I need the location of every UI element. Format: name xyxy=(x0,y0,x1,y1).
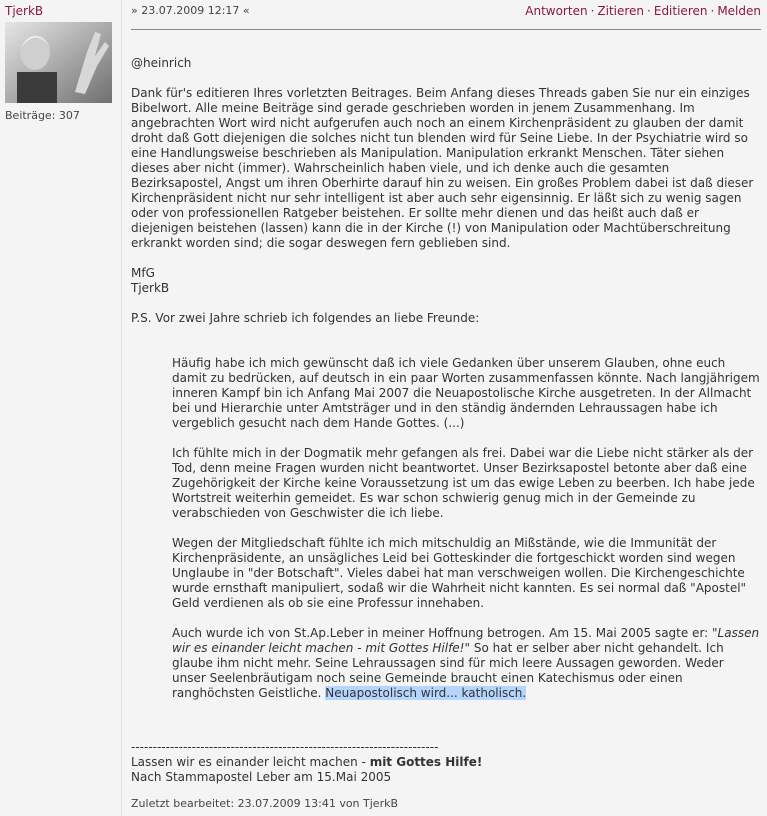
edit-link[interactable]: Editieren xyxy=(653,4,708,18)
signature-motto-bold: mit Gottes Hilfe! xyxy=(369,755,483,769)
signature-rule: ----------------------------------------------------------------------- xyxy=(131,740,439,754)
signature-source: Nach Stammapostel Leber am 15.Mai 2005 xyxy=(131,770,392,784)
signature-motto-text: Lassen wir es einander leicht machen - xyxy=(131,755,370,769)
quote-paragraph: Häufig habe ich mich gewünscht daß ich viele Gedanken über unserem Glauben, ohne euch damit zu bedrücken, auf deutsch in ein paar Worten zusammenfassen könnte. Nach langjährigem inneren Kampf bin ich Anfang Mai 2007 die Neuapostolische Kirche ausgetreten. In der Allmacht bei und Hierarchie unter Amtsträger und in den ständig ändernden Lehraussagen habe ich vergeblich gesucht nach dem Hande Gottes. (...) xyxy=(172,356,760,430)
quote-paragraph: Ich fühlte mich in der Dogmatik mehr gefangen als frei. Dabei war die Liebe nicht stärker als der Tod, denn meine Fragen wurden nicht beantwortet. Unser Bezirksapostel betonte aber daß eine Zugehörigkeit der Kirche keine Voraussetzung ist um das ewige Leben zu beerben. Ich habe jede Wortstreit weiterhin gemeidet. Es war schon schwierig genug mich in der Gemeinde zu verabschieden von Geschwister die ich liebe. xyxy=(172,446,755,520)
action-separator: · xyxy=(590,4,595,18)
post-paragraph: Dank für's editieren Ihres vorletzten Beitrages. Beim Anfang dieses Threads gaben Sie nur ein einziges Bibelwort. Alle meine Beiträge sind gerade geschrieben worden in jenem Zusammenhang. Im angebrachten Wort wird nicht aufgerufen auch noch an einem Kirchenpräsident zu glauben der damit droht daß Gott diejenigen die solches nicht tun blenden wird für Seine Liebe. In der Psychiatrie wird so eine Handlungsweise beschrieben als Manipulation. Manipulation erkrankt Menschen. Täter siehen dieses aber nicht (immer). Wahrscheinlich haben viele, und ich denke auch die gesamten Bezirksapostel, Angst um ihren Oberhirte darauf hin zu weisen. Ein großes Problem dabei ist daß dieser Kirchenpräsident nicht nur sehr intelligent ist aber auch sehr eigensinnig. Er läßt sich zu wenig sagen oder von professionellen Ratgeber beistehen. Er sollte mehr dienen und das heißt auch daß er diejenigen beistehen (lassen) kann die in der Kirche (!) von Manipulation oder Machtüberschreitung erkrankt worden sind; die sogar deswegen fern geblieben sind. xyxy=(131,86,754,250)
action-separator: · xyxy=(710,4,715,18)
post-ps: P.S. Vor zwei Jahre schrieb ich folgendes an liebe Freunde: xyxy=(131,311,480,325)
sidebar-divider xyxy=(121,0,122,816)
post-actions xyxy=(525,4,761,18)
post-greeting: @heinrich xyxy=(131,56,192,70)
post-header xyxy=(131,4,761,20)
reply-link[interactable]: Antworten xyxy=(525,4,588,18)
author-sidebar xyxy=(0,0,120,816)
post-quote-block xyxy=(172,356,760,701)
closing-name: TjerkB xyxy=(131,281,170,295)
signature xyxy=(131,740,759,785)
header-rule xyxy=(131,29,761,30)
quote-link[interactable]: Zitieren xyxy=(597,4,645,18)
quote-text: So hat er selber aber nicht gehandelt. Ich glaube ihm nicht mehr. Seine Lehraussagen sind für mich leere Aussagen geworden. Weder unser Seelenbräutigam noch seine Gemeinde braucht einen Katechismus oder einen ranghöchsten Geistliche. xyxy=(172,641,724,700)
last-edited-note: Zuletzt bearbeitet: 23.07.2009 13:41 von TjerkB xyxy=(131,797,399,810)
quote-italic-text: "Lassen wir es einander leicht machen - mit Gottes Hilfe!" xyxy=(172,626,760,655)
post-closing xyxy=(131,266,759,296)
selected-text[interactable]: Neuapostolisch wird... katholisch. xyxy=(325,686,527,700)
closing-line: MfG xyxy=(131,266,155,280)
author-username-link[interactable]: TjerkB xyxy=(5,4,44,18)
action-separator: · xyxy=(647,4,651,18)
signature-motto xyxy=(131,755,759,770)
author-post-count: Beiträge: 307 xyxy=(5,109,80,122)
quote-text: Auch wurde ich von St.Ap.Leber in meiner Hoffnung betrogen. Am 15. Mai 2005 sagte er: xyxy=(172,626,713,640)
author-avatar[interactable] xyxy=(5,22,112,103)
quote-paragraph xyxy=(172,626,760,701)
avatar-photo-icon xyxy=(5,22,112,103)
report-link[interactable]: Melden xyxy=(717,4,761,18)
quote-paragraph: Wegen der Mitgliedschaft fühlte ich mich mitschuldig an Mißstände, wie die Immunität der Kirchenpräsidente, an unsägliches Leid bei Gotteskinder die fortgeschickt worden sind wegen Unglaube in "der Botschaft". Vieles dabei hat man verschweigen wollen. Die Kirchengeschichte wurde ernsthaft manipuliert, sodaß wir die Wahrheit nicht kannten. Es sei normal daß "Apostel" Geld verdienen als ob sie eine Professur innehaben. xyxy=(172,536,747,610)
post-body xyxy=(131,56,759,716)
post-date: » 23.07.2009 12:17 « xyxy=(131,4,250,17)
